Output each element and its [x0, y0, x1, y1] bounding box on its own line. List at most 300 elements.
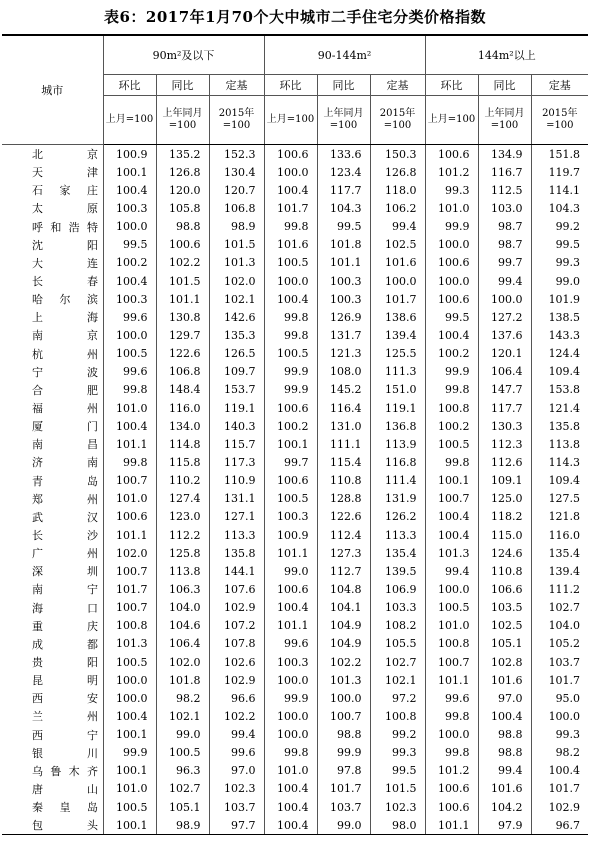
city-cell [2, 163, 103, 181]
city-cell [2, 707, 103, 725]
base-header-last-month: 上月=100 [264, 96, 317, 145]
index-value-cell: 99.4 [425, 562, 478, 580]
index-value-cell: 101.1 [264, 617, 317, 635]
index-value-cell: 101.3 [425, 544, 478, 562]
index-value-cell: 98.8 [156, 218, 209, 236]
index-value-cell: 127.5 [548, 492, 581, 506]
table-row [2, 816, 588, 835]
table-row [2, 326, 588, 344]
index-value-cell: 99.0 [317, 816, 370, 835]
table-row [2, 254, 588, 272]
index-value-cell: 122.6 [156, 345, 209, 363]
group-header-small: 90m²及以下 [103, 35, 264, 75]
index-value-cell: 105.1 [156, 798, 209, 816]
index-value-cell: 126.2 [370, 508, 425, 526]
index-value-cell: 96.6 [209, 689, 264, 707]
index-value-cell: 99.8 [425, 744, 478, 762]
index-value-cell: 102.9 [209, 599, 264, 617]
index-value-cell: 129.7 [156, 326, 209, 344]
index-value-cell: 119.7 [548, 165, 581, 179]
index-value-cell: 118.2 [478, 508, 531, 526]
index-value-cell: 100.7 [103, 599, 156, 617]
index-value-cell: 150.3 [370, 145, 425, 164]
index-value-cell: 99.3 [425, 181, 478, 199]
table-row [2, 453, 588, 471]
city-cell [2, 562, 103, 580]
city-cell [2, 635, 103, 653]
index-value-cell: 99.8 [425, 707, 478, 725]
table-row [2, 363, 588, 381]
index-value-cell: 101.3 [103, 635, 156, 653]
city-cell [2, 780, 103, 798]
index-value-cell: 100.0 [264, 272, 317, 290]
table-row [2, 617, 588, 635]
index-value-cell: 99.9 [425, 218, 478, 236]
city-name: 济南 [32, 456, 98, 470]
index-value-cell: 102.7 [156, 780, 209, 798]
index-value-cell: 102.2 [209, 707, 264, 725]
index-value-cell: 100.7 [425, 490, 478, 508]
index-value-cell: 98.8 [478, 726, 531, 744]
index-value-cell: 100.4 [103, 181, 156, 199]
table-row [2, 236, 588, 254]
city-name: 呼和浩特 [32, 220, 98, 234]
index-value-cell: 100.3 [103, 290, 156, 308]
index-value-cell: 99.8 [425, 453, 478, 471]
index-value-cell: 153.8 [548, 383, 581, 397]
index-value-cell: 102.2 [156, 254, 209, 272]
index-value-cell: 139.4 [370, 326, 425, 344]
index-value-cell: 113.3 [370, 526, 425, 544]
index-value-cell: 100.5 [264, 345, 317, 363]
index-value-cell: 126.5 [209, 345, 264, 363]
index-value-cell: 107.2 [209, 617, 264, 635]
index-value-cell: 113.9 [370, 435, 425, 453]
index-value-cell: 100.2 [264, 417, 317, 435]
city-name: 重庆 [32, 619, 98, 633]
index-value-cell: 138.6 [370, 308, 425, 326]
index-value-cell: 102.3 [370, 798, 425, 816]
index-value-cell: 120.1 [478, 345, 531, 363]
city-name: 青岛 [32, 474, 98, 488]
table-row [2, 580, 588, 598]
index-value-cell: 110.8 [317, 472, 370, 490]
city-name: 唐山 [32, 782, 98, 796]
index-value-cell: 100.5 [156, 744, 209, 762]
metric-header-base: 定基 [370, 75, 425, 96]
index-value-cell: 99.9 [264, 363, 317, 381]
index-value-cell: 98.9 [209, 218, 264, 236]
index-value-cell: 104.2 [478, 798, 531, 816]
index-value-cell: 106.8 [209, 199, 264, 217]
index-value-cell: 100.3 [317, 272, 370, 290]
city-cell [2, 762, 103, 780]
index-value-cell: 99.7 [478, 254, 531, 272]
index-value-cell: 105.8 [156, 199, 209, 217]
city-cell [2, 290, 103, 308]
index-value-cell: 100.7 [103, 562, 156, 580]
index-value-cell: 135.8 [548, 419, 581, 433]
table-row [2, 272, 588, 290]
table-row [2, 417, 588, 435]
index-value-cell: 124.6 [478, 544, 531, 562]
index-value-cell: 110.8 [478, 562, 531, 580]
index-value-cell: 99.4 [478, 762, 531, 780]
index-value-cell: 98.2 [156, 689, 209, 707]
index-value-cell: 100.1 [103, 726, 156, 744]
index-value-cell: 100.0 [264, 707, 317, 725]
index-value-cell: 108.2 [370, 617, 425, 635]
index-value-cell: 99.6 [103, 308, 156, 326]
index-value-cell: 100.0 [264, 671, 317, 689]
index-value-cell: 104.0 [156, 599, 209, 617]
index-value-cell: 111.3 [370, 363, 425, 381]
index-value-cell: 105.2 [548, 637, 581, 651]
index-value-cell: 99.8 [264, 326, 317, 344]
index-value-cell: 113.8 [548, 437, 581, 451]
table-row [2, 798, 588, 816]
index-value-cell: 131.7 [317, 326, 370, 344]
table-row [2, 707, 588, 725]
city-cell [2, 653, 103, 671]
table-row [2, 399, 588, 417]
index-value-cell: 109.4 [548, 474, 581, 488]
index-value-cell: 100.4 [103, 417, 156, 435]
index-value-cell: 101.0 [103, 780, 156, 798]
index-value-cell: 101.1 [103, 435, 156, 453]
index-value-cell: 104.6 [156, 617, 209, 635]
city-cell [2, 599, 103, 617]
index-value-cell: 101.2 [425, 762, 478, 780]
base-header-last-year-month: 上年同月=100 [317, 96, 370, 145]
city-cell [2, 435, 103, 453]
index-value-cell: 100.3 [264, 508, 317, 526]
index-value-cell: 100.4 [264, 816, 317, 835]
table-row [2, 163, 588, 181]
index-value-cell: 102.1 [156, 707, 209, 725]
city-name: 海口 [32, 601, 98, 615]
index-value-cell: 134.0 [156, 417, 209, 435]
index-value-cell: 102.7 [370, 653, 425, 671]
city-cell [2, 798, 103, 816]
city-cell [2, 218, 103, 236]
index-value-cell: 124.4 [548, 347, 581, 361]
index-value-cell: 138.5 [548, 310, 581, 324]
index-value-cell: 121.3 [317, 345, 370, 363]
index-value-cell: 107.8 [209, 635, 264, 653]
index-value-cell: 102.3 [209, 780, 264, 798]
index-value-cell: 145.2 [317, 381, 370, 399]
table-row [2, 145, 588, 164]
index-value-cell: 123.0 [156, 508, 209, 526]
index-value-cell: 100.4 [478, 707, 531, 725]
index-value-cell: 101.3 [317, 671, 370, 689]
index-value-cell: 115.7 [209, 435, 264, 453]
index-value-cell: 101.0 [103, 399, 156, 417]
city-cell [2, 145, 103, 164]
index-value-cell: 127.1 [209, 508, 264, 526]
index-value-cell: 101.6 [478, 780, 531, 798]
city-cell [2, 544, 103, 562]
city-name: 哈尔滨 [32, 293, 98, 307]
index-value-cell: 147.7 [478, 381, 531, 399]
index-value-cell: 119.1 [370, 399, 425, 417]
index-value-cell: 106.8 [156, 363, 209, 381]
city-name: 郑州 [32, 492, 98, 506]
index-value-cell: 95.0 [555, 691, 581, 705]
index-value-cell: 99.8 [264, 744, 317, 762]
table-row [2, 472, 588, 490]
city-name: 长春 [32, 275, 98, 289]
index-value-cell: 97.7 [209, 816, 264, 835]
table-row [2, 562, 588, 580]
city-name: 南宁 [32, 583, 98, 597]
table-row [2, 635, 588, 653]
index-value-cell: 100.5 [425, 435, 478, 453]
city-cell [2, 272, 103, 290]
city-name: 厦门 [32, 420, 98, 434]
index-value-cell: 100.0 [103, 218, 156, 236]
index-value-cell: 100.7 [103, 472, 156, 490]
index-value-cell: 116.7 [478, 163, 531, 181]
price-index-table [2, 34, 588, 835]
base-header-last-year-month: 上年同月=100 [156, 96, 209, 145]
index-value-cell: 120.0 [156, 181, 209, 199]
index-value-cell: 100.5 [103, 345, 156, 363]
index-value-cell: 101.1 [425, 671, 478, 689]
metric-header-mom: 环比 [264, 75, 317, 96]
city-name: 秦皇岛 [32, 801, 98, 815]
index-value-cell: 99.3 [555, 728, 581, 742]
index-value-cell: 102.1 [370, 671, 425, 689]
index-value-cell: 100.4 [425, 326, 478, 344]
city-cell [2, 472, 103, 490]
index-value-cell: 99.8 [103, 381, 156, 399]
index-value-cell: 99.9 [264, 689, 317, 707]
index-value-cell: 98.8 [317, 726, 370, 744]
index-value-cell: 100.0 [103, 689, 156, 707]
index-value-cell: 98.9 [156, 816, 209, 835]
index-value-cell: 100.4 [264, 599, 317, 617]
city-name: 昆明 [32, 674, 98, 688]
index-value-cell: 116.4 [317, 399, 370, 417]
index-value-cell: 98.7 [478, 218, 531, 236]
index-value-cell: 100.6 [425, 780, 478, 798]
table-row [2, 544, 588, 562]
index-value-cell: 135.8 [209, 544, 264, 562]
index-value-cell: 100.2 [425, 417, 478, 435]
city-name: 广州 [32, 547, 98, 561]
index-value-cell: 104.9 [317, 617, 370, 635]
base-header-2015: 2015年=100 [370, 96, 425, 145]
index-value-cell: 100.8 [425, 635, 478, 653]
index-value-cell: 115.4 [317, 453, 370, 471]
index-value-cell: 101.7 [370, 290, 425, 308]
city-name: 南京 [32, 329, 98, 343]
city-cell [2, 236, 103, 254]
index-value-cell: 128.8 [317, 490, 370, 508]
index-value-cell: 111.2 [548, 582, 581, 596]
city-name: 太原 [32, 202, 98, 216]
city-cell [2, 526, 103, 544]
index-value-cell: 116.0 [548, 528, 581, 542]
index-value-cell: 113.3 [209, 526, 264, 544]
index-value-cell: 106.3 [156, 580, 209, 598]
index-value-cell: 103.7 [548, 655, 581, 669]
index-value-cell: 115.8 [156, 453, 209, 471]
index-value-cell: 100.6 [425, 798, 478, 816]
index-value-cell: 105.1 [478, 635, 531, 653]
table-row [2, 780, 588, 798]
index-value-cell: 111.1 [317, 435, 370, 453]
city-cell [2, 580, 103, 598]
index-value-cell: 143.3 [548, 328, 581, 342]
index-value-cell: 97.2 [370, 689, 425, 707]
index-value-cell: 106.9 [370, 580, 425, 598]
index-value-cell: 110.9 [209, 472, 264, 490]
index-value-cell: 135.4 [370, 544, 425, 562]
index-value-cell: 99.0 [555, 274, 581, 288]
index-value-cell: 122.6 [317, 508, 370, 526]
index-value-cell: 100.5 [103, 653, 156, 671]
index-value-cell: 99.0 [264, 562, 317, 580]
index-value-cell: 102.0 [209, 272, 264, 290]
index-value-cell: 97.0 [209, 762, 264, 780]
table-row [2, 435, 588, 453]
index-value-cell: 100.5 [264, 254, 317, 272]
index-value-cell: 104.3 [317, 199, 370, 217]
index-value-cell: 105.5 [370, 635, 425, 653]
index-value-cell: 103.0 [478, 199, 531, 217]
index-value-cell: 100.8 [370, 707, 425, 725]
index-value-cell: 108.0 [317, 363, 370, 381]
city-cell [2, 417, 103, 435]
table-row [2, 308, 588, 326]
group-header-medium: 90-144m² [264, 35, 425, 75]
index-value-cell: 96.7 [531, 816, 588, 835]
metric-header-yoy: 同比 [156, 75, 209, 96]
index-value-cell: 101.6 [264, 236, 317, 254]
city-name: 南昌 [32, 438, 98, 452]
city-name: 长沙 [32, 529, 98, 543]
index-value-cell: 99.8 [425, 381, 478, 399]
index-value-cell: 109.1 [478, 472, 531, 490]
index-value-cell: 102.5 [370, 236, 425, 254]
index-value-cell: 98.7 [478, 236, 531, 254]
index-value-cell: 103.3 [370, 599, 425, 617]
city-name: 乌鲁木齐 [32, 764, 98, 778]
index-value-cell: 100.0 [317, 689, 370, 707]
index-value-cell: 101.6 [478, 671, 531, 689]
city-name: 深圳 [32, 565, 98, 579]
index-value-cell: 100.0 [103, 671, 156, 689]
city-cell [2, 181, 103, 199]
index-value-cell: 110.2 [156, 472, 209, 490]
city-name: 银川 [32, 746, 98, 760]
index-value-cell: 101.0 [425, 199, 478, 217]
city-cell [2, 744, 103, 762]
index-value-cell: 106.6 [478, 580, 531, 598]
index-value-cell: 127.4 [156, 490, 209, 508]
index-value-cell: 100.0 [548, 709, 581, 723]
index-value-cell: 100.0 [425, 272, 478, 290]
index-value-cell: 133.6 [317, 145, 370, 164]
index-value-cell: 126.8 [370, 163, 425, 181]
city-name: 大连 [32, 256, 98, 270]
index-value-cell: 103.7 [317, 798, 370, 816]
index-value-cell: 101.0 [103, 490, 156, 508]
index-value-cell: 102.0 [103, 544, 156, 562]
index-value-cell: 135.2 [156, 145, 209, 164]
index-value-cell: 139.5 [370, 562, 425, 580]
index-value-cell: 100.6 [156, 236, 209, 254]
index-value-cell: 100.4 [103, 707, 156, 725]
index-value-cell: 117.3 [209, 453, 264, 471]
table-row [2, 726, 588, 744]
city-cell [2, 254, 103, 272]
index-value-cell: 102.9 [209, 671, 264, 689]
index-value-cell: 112.2 [156, 526, 209, 544]
base-header-2015: 2015年=100 [531, 96, 588, 145]
index-value-cell: 100.1 [103, 816, 156, 835]
index-value-cell: 100.0 [478, 290, 531, 308]
index-value-cell: 100.2 [425, 345, 478, 363]
index-value-cell: 96.3 [156, 762, 209, 780]
index-value-cell: 112.7 [317, 562, 370, 580]
index-value-cell: 112.6 [478, 453, 531, 471]
index-value-cell: 101.6 [370, 254, 425, 272]
index-value-cell: 99.9 [317, 744, 370, 762]
city-name: 石家庄 [32, 184, 98, 198]
metric-header-mom: 环比 [103, 75, 156, 96]
index-value-cell: 101.0 [264, 762, 317, 780]
table-body [2, 145, 588, 835]
table-row [2, 490, 588, 508]
city-cell [2, 199, 103, 217]
index-value-cell: 100.1 [425, 472, 478, 490]
city-name: 兰州 [32, 710, 98, 724]
index-value-cell: 99.4 [209, 726, 264, 744]
table-title: 表6：2017年1月70个大中城市二手住宅分类价格指数 [104, 8, 486, 26]
group-header-large: 144m²以上 [425, 35, 588, 75]
index-value-cell: 101.7 [317, 780, 370, 798]
index-value-cell: 118.0 [370, 181, 425, 199]
index-value-cell: 102.2 [317, 653, 370, 671]
index-value-cell: 99.5 [425, 308, 478, 326]
index-value-cell: 99.2 [370, 726, 425, 744]
index-value-cell: 100.4 [548, 764, 581, 778]
index-value-cell: 101.7 [548, 673, 581, 687]
index-value-cell: 114.1 [548, 183, 581, 197]
city-cell [2, 453, 103, 471]
index-value-cell: 115.0 [478, 526, 531, 544]
city-cell [2, 726, 103, 744]
index-value-cell: 99.9 [264, 381, 317, 399]
index-value-cell: 137.6 [478, 326, 531, 344]
index-value-cell: 100.4 [103, 272, 156, 290]
city-cell [2, 363, 103, 381]
index-value-cell: 100.3 [317, 290, 370, 308]
index-value-cell: 99.8 [264, 218, 317, 236]
index-value-cell: 104.1 [317, 599, 370, 617]
index-value-cell: 107.6 [209, 580, 264, 598]
index-value-cell: 99.5 [555, 238, 581, 252]
index-value-cell: 99.7 [264, 453, 317, 471]
index-value-cell: 125.5 [370, 345, 425, 363]
index-value-cell: 102.9 [548, 800, 581, 814]
index-value-cell: 100.7 [425, 653, 478, 671]
index-value-cell: 134.9 [478, 145, 531, 164]
